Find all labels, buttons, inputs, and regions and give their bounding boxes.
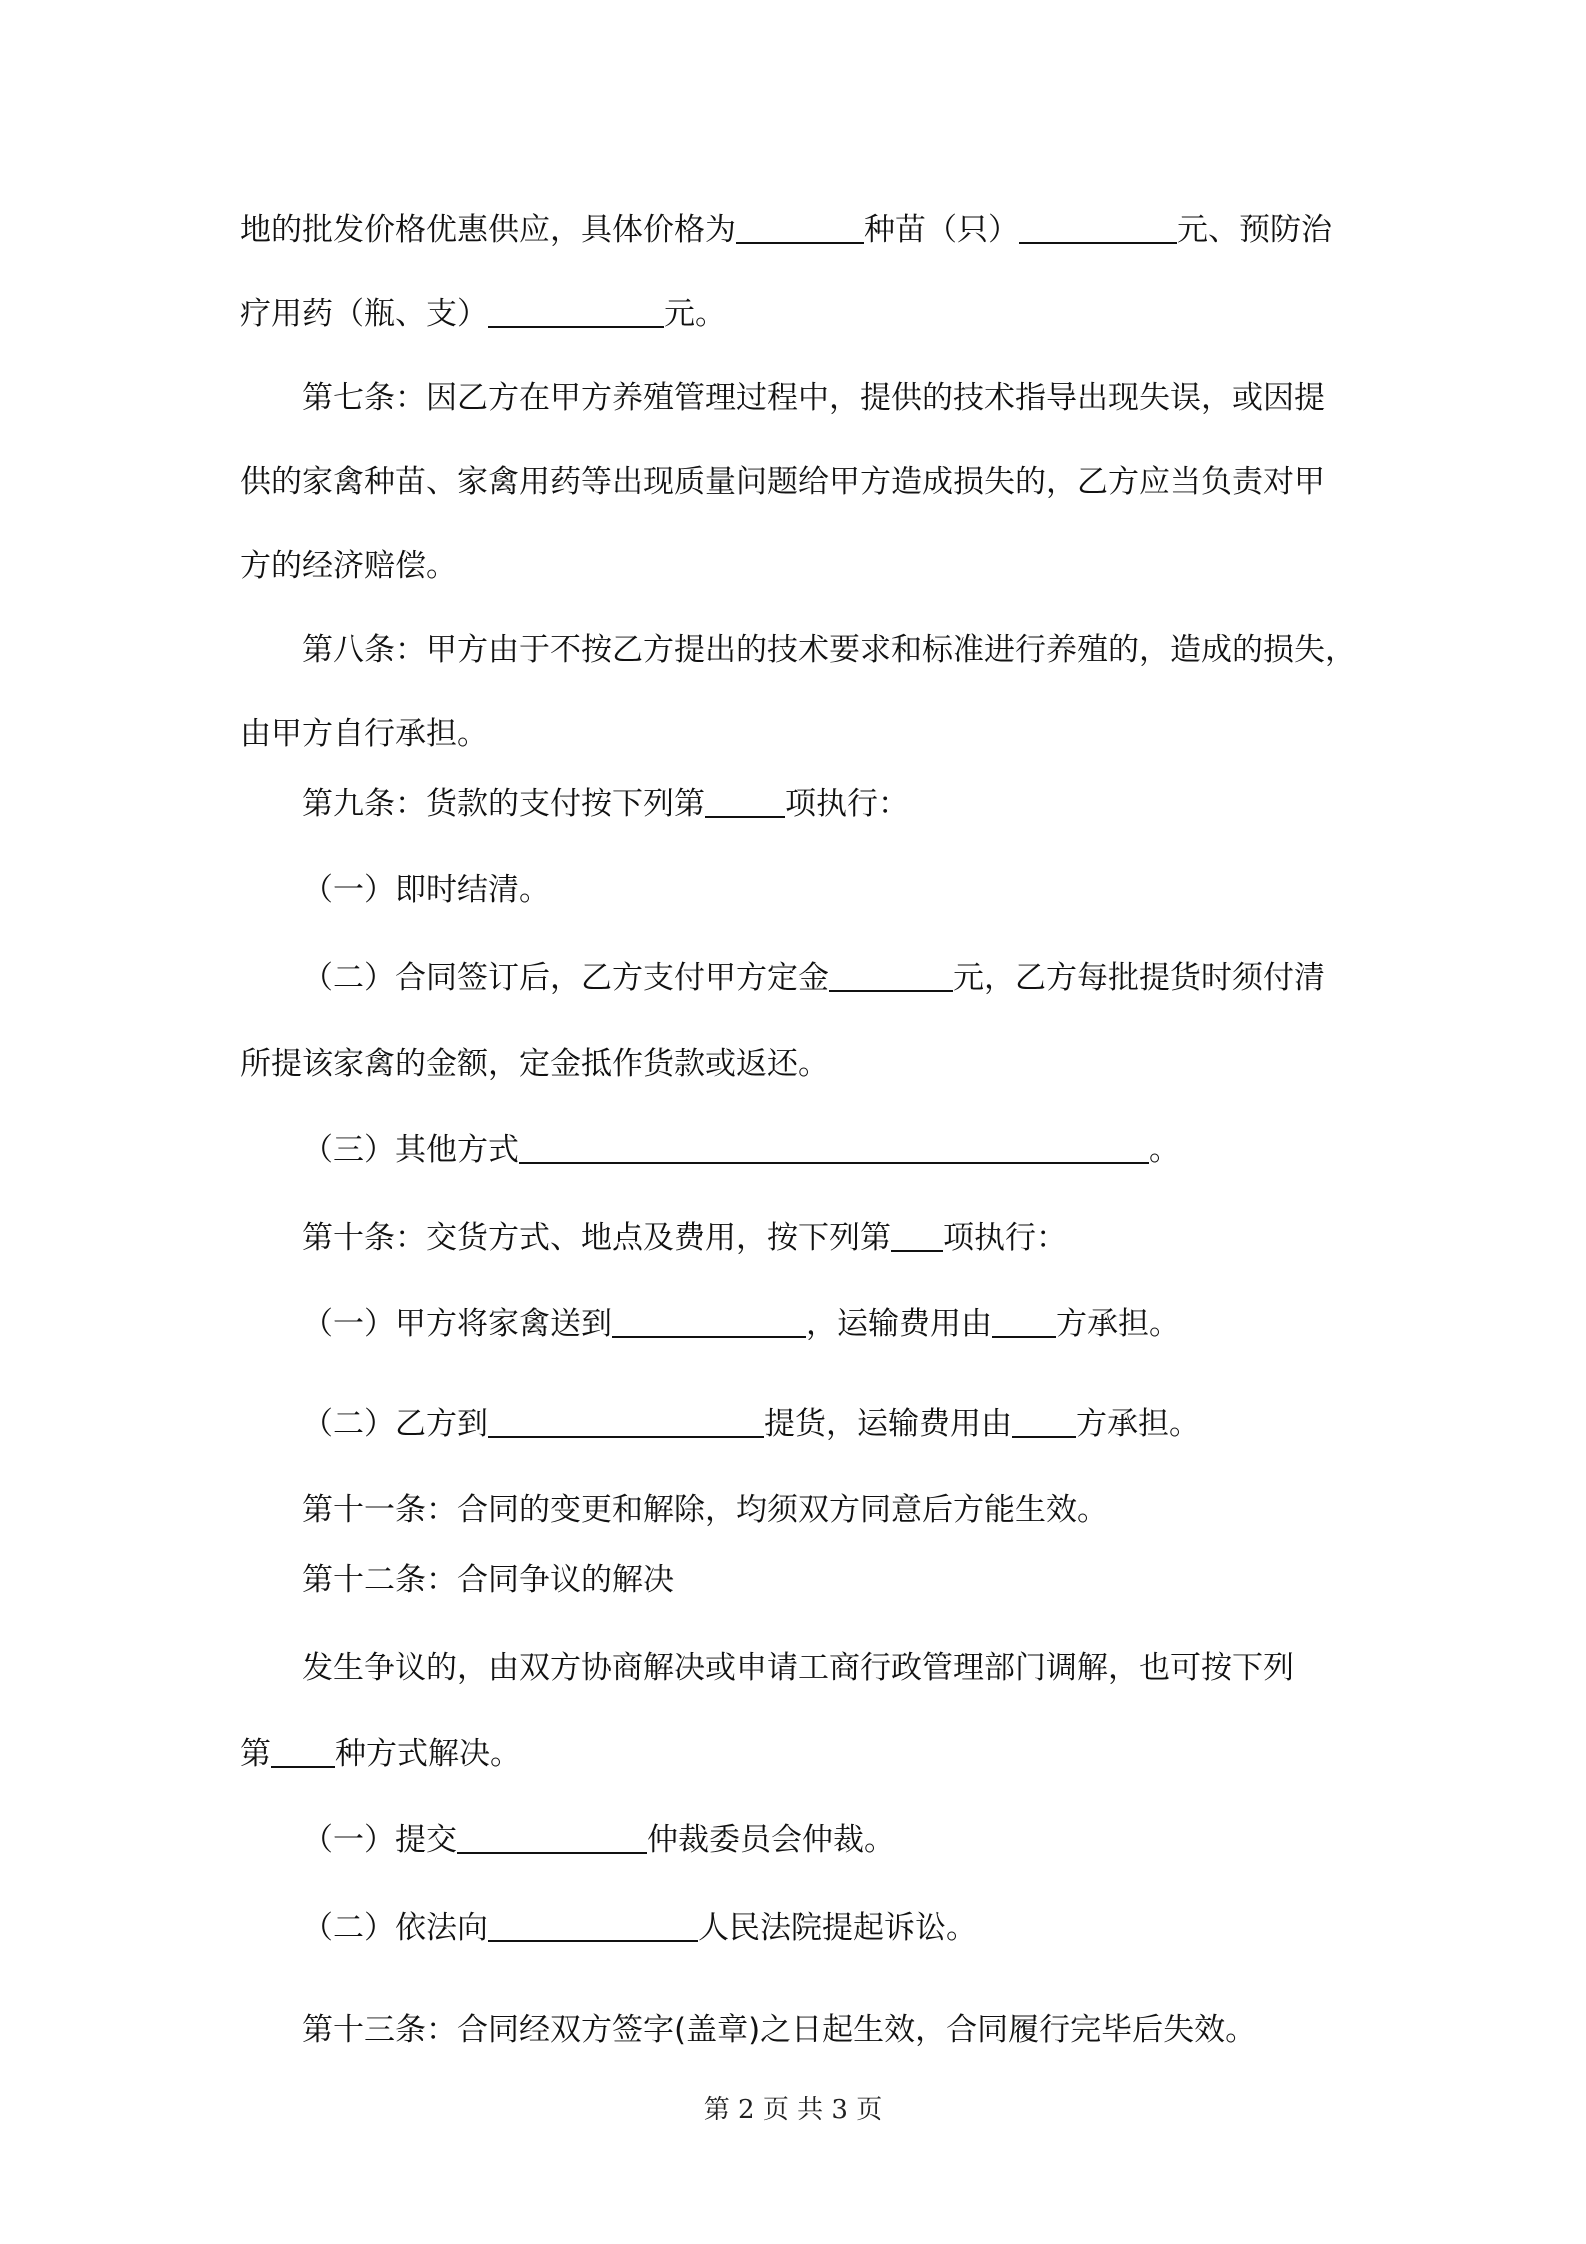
text-line bbox=[240, 292, 726, 336]
text-segment: 疗用药（瓶、支） bbox=[240, 296, 488, 332]
text-segment: 方承担。 bbox=[1056, 1306, 1180, 1342]
text-line bbox=[302, 1302, 1180, 1346]
text-segment: 第 bbox=[240, 1736, 271, 1772]
text-segment: 第十二条：合同争议的解决 bbox=[302, 1562, 674, 1598]
text-segment: （二）依法向 bbox=[302, 1910, 488, 1946]
text-segment: （三）其他方式 bbox=[302, 1132, 519, 1168]
text-segment: ，运输费用由 bbox=[806, 1306, 992, 1342]
fill-blank bbox=[488, 1910, 698, 1942]
text-segment: 种方式解决。 bbox=[335, 1736, 521, 1772]
fill-blank bbox=[612, 1306, 806, 1338]
text-segment: 第十一条：合同的变更和解除，均须双方同意后方能生效。 bbox=[302, 1492, 1108, 1528]
text-segment: 第七条：因乙方在甲方养殖管理过程中，提供的技术指导出现失误，或因提 bbox=[302, 380, 1325, 416]
text-line bbox=[240, 544, 457, 588]
text-segment: 第八条：甲方由于不按乙方提出的技术要求和标准进行养殖的，造成的损失， bbox=[302, 632, 1356, 668]
fill-blank bbox=[488, 1406, 764, 1438]
text-line bbox=[240, 1732, 521, 1776]
fill-blank bbox=[457, 1822, 647, 1854]
text-segment: 地的批发价格优惠供应，具体价格为 bbox=[240, 212, 736, 248]
text-segment: （二）乙方到 bbox=[302, 1406, 488, 1442]
text-line bbox=[302, 1128, 1180, 1172]
fill-blank bbox=[271, 1736, 335, 1768]
text-segment: 方的经济赔偿。 bbox=[240, 548, 457, 584]
text-segment: 所提该家禽的金额，定金抵作货款或返还。 bbox=[240, 1046, 829, 1082]
text-line bbox=[240, 460, 1325, 504]
text-line bbox=[240, 712, 488, 756]
text-line bbox=[240, 1042, 829, 1086]
fill-blank bbox=[519, 1132, 1149, 1164]
text-segment: 元。 bbox=[664, 296, 726, 332]
fill-blank bbox=[829, 960, 953, 992]
fill-blank bbox=[891, 1220, 943, 1252]
text-segment: 元、预防治 bbox=[1177, 212, 1332, 248]
text-segment: 项执行： bbox=[785, 786, 909, 822]
text-segment: 种苗（只） bbox=[864, 212, 1019, 248]
text-segment: 由甲方自行承担。 bbox=[240, 716, 488, 752]
fill-blank bbox=[488, 296, 664, 328]
page-number-footer: 第 2 页 共 3 页 bbox=[703, 2095, 883, 2125]
text-line bbox=[302, 868, 550, 912]
text-line bbox=[302, 1216, 1067, 1260]
text-segment: （一）甲方将家禽送到 bbox=[302, 1306, 612, 1342]
fill-blank bbox=[1012, 1406, 1076, 1438]
text-segment: （一）提交 bbox=[302, 1822, 457, 1858]
text-line bbox=[302, 628, 1356, 672]
text-line bbox=[240, 208, 1332, 252]
text-line bbox=[302, 1402, 1200, 1446]
text-segment: 第十三条：合同经双方签字(盖章)之日起生效，合同履行完毕后失效。 bbox=[302, 2012, 1257, 2048]
fill-blank bbox=[992, 1306, 1056, 1338]
text-line bbox=[302, 1558, 674, 1602]
text-segment: 第九条：货款的支付按下列第 bbox=[302, 786, 705, 822]
text-line bbox=[302, 1646, 1294, 1690]
text-line bbox=[302, 376, 1325, 420]
text-line bbox=[302, 956, 1325, 1000]
text-line bbox=[302, 1488, 1108, 1532]
text-segment: （二）合同签订后，乙方支付甲方定金 bbox=[302, 960, 829, 996]
text-line bbox=[302, 1818, 895, 1862]
fill-blank bbox=[705, 786, 785, 818]
text-line bbox=[302, 782, 909, 826]
text-segment: 发生争议的，由双方协商解决或申请工商行政管理部门调解，也可按下列 bbox=[302, 1650, 1294, 1686]
text-segment: （一）即时结清。 bbox=[302, 872, 550, 908]
text-segment: 人民法院提起诉讼。 bbox=[698, 1910, 977, 1946]
text-segment: 供的家禽种苗、家禽用药等出现质量问题给甲方造成损失的，乙方应当负责对甲 bbox=[240, 464, 1325, 500]
text-line bbox=[302, 1906, 977, 1950]
text-segment: 项执行： bbox=[943, 1220, 1067, 1256]
text-segment: 仲裁委员会仲裁。 bbox=[647, 1822, 895, 1858]
text-line bbox=[302, 2008, 1256, 2052]
text-segment: 提货，运输费用由 bbox=[764, 1406, 1012, 1442]
fill-blank bbox=[1019, 212, 1177, 244]
fill-blank bbox=[736, 212, 864, 244]
text-segment: 方承担。 bbox=[1076, 1406, 1200, 1442]
text-segment: 元，乙方每批提货时须付清 bbox=[953, 960, 1325, 996]
text-segment: 第十条：交货方式、地点及费用，按下列第 bbox=[302, 1220, 891, 1256]
text-segment: 。 bbox=[1149, 1132, 1180, 1168]
